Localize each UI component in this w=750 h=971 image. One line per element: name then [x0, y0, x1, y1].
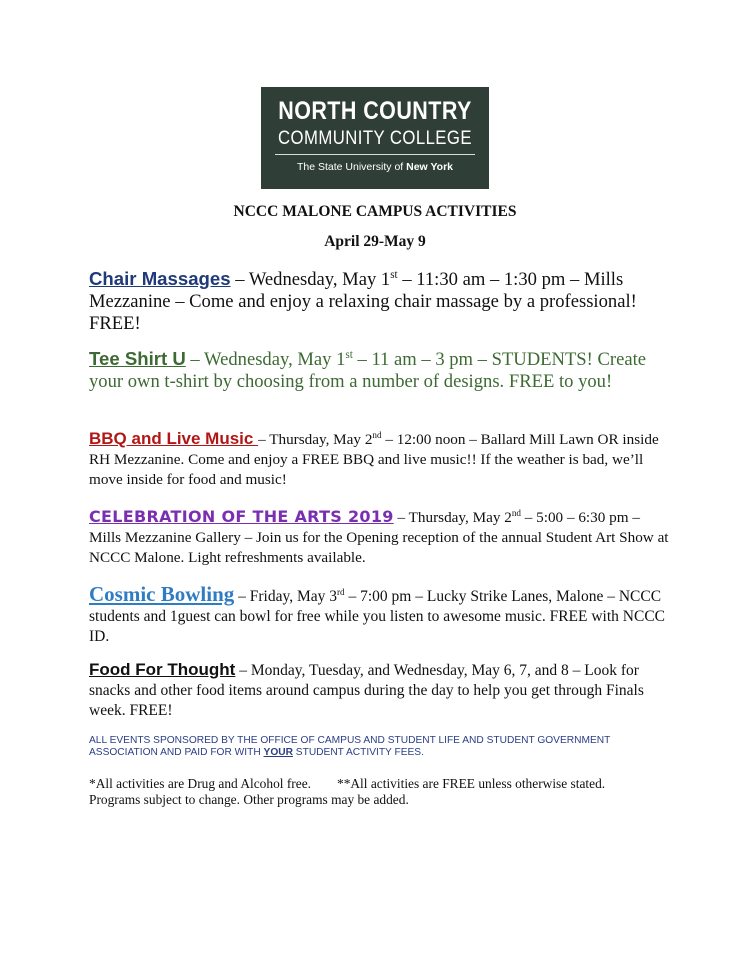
date-suffix: nd	[511, 507, 521, 518]
page-title: NCCC MALONE CAMPUS ACTIVITIES	[233, 203, 517, 220]
logo-line-2: COMMUNITY COLLEGE	[278, 128, 472, 149]
logo-line-1: NORTH COUNTRY	[278, 97, 472, 125]
date-suffix: rd	[337, 586, 345, 597]
event-celebration-of-the-arts	[89, 507, 669, 568]
event-title: Chair Massages	[89, 268, 231, 289]
footnote-changes: Programs subject to change. Other programs may be added.	[89, 792, 409, 807]
date-range: April 29-May 9	[324, 233, 426, 250]
event-text: – Wednesday, May 1	[185, 349, 346, 370]
event-tee-shirt-u	[89, 348, 669, 393]
footnotes	[89, 776, 689, 808]
sponsor-notice	[89, 735, 669, 759]
event-title: Tee Shirt U	[89, 348, 186, 369]
footnote-drug-alcohol: *All activities are Drug and Alcohol free.	[89, 776, 311, 791]
event-title: Food For Thought	[89, 660, 236, 679]
event-title: CELEBRATION OF THE ARTS 2019	[89, 507, 394, 526]
event-cosmic-bowling	[89, 584, 669, 647]
logo-tagline-text: The State University of	[296, 161, 407, 173]
footnote-free: **All activities are FREE unless otherwise stated.	[337, 776, 606, 791]
event-text: – 5:00 – 6:30 pm – Mills Mezzanine Gallery – Join us for the Opening reception of the annual Student Art Show at NCCC Malone. Light refreshments available.	[89, 509, 669, 566]
event-text: – 12:00 noon – Ballard Mill Lawn OR inside RH Mezzanine. Come and enjoy a FREE BBQ and live music!! If the weather is bad, we’ll move inside for food and music!	[89, 431, 659, 488]
event-text: – Wednesday, May 1	[230, 269, 391, 290]
logo-divider	[275, 154, 475, 155]
event-text: – 7:00 pm – Lucky Strike Lanes, Malone – NCCC students and 1guest can bowl for free while you listen to awesome music. FREE with NCCC ID.	[89, 588, 665, 645]
logo-tagline-bold: New York	[406, 161, 454, 173]
sponsor-text: STUDENT ACTIVITY FEES.	[292, 747, 424, 758]
date-suffix: nd	[372, 429, 382, 440]
event-text: – Thursday, May 2	[258, 431, 373, 448]
date-suffix: st	[390, 268, 398, 281]
event-title: Cosmic Bowling	[89, 582, 235, 606]
event-food-for-thought	[89, 660, 669, 721]
event-text: – Friday, May 3	[234, 588, 338, 605]
sponsor-emphasis: YOUR	[263, 747, 293, 758]
event-text: – Thursday, May 2	[393, 509, 512, 526]
event-text: – Monday, Tuesday, and Wednesday, May 6, 7, and 8 – Look for snacks and other food items around campus during the day to help you get through Finals week. FREE!	[89, 662, 644, 719]
logo-tagline	[261, 161, 489, 173]
event-bbq-live-music	[89, 429, 669, 490]
sponsor-text: ALL EVENTS SPONSORED BY THE OFFICE OF CAMPUS AND STUDENT LIFE AND STUDENT GOVERNMENT ASSOCIATION AND PAID FOR WITH	[89, 735, 611, 758]
date-suffix: st	[345, 348, 353, 361]
event-text: – 11 am – 3 pm – STUDENTS! Create your own t-shirt by choosing from a number of designs. FREE to you!	[89, 349, 647, 392]
event-title: BBQ and Live Music	[89, 429, 259, 448]
event-chair-massages	[89, 268, 669, 335]
event-text: – 11:30 am – 1:30 pm – Mills Mezzanine – Come and enjoy a relaxing chair massage by a professional! FREE!	[89, 269, 637, 334]
college-logo	[261, 87, 489, 189]
